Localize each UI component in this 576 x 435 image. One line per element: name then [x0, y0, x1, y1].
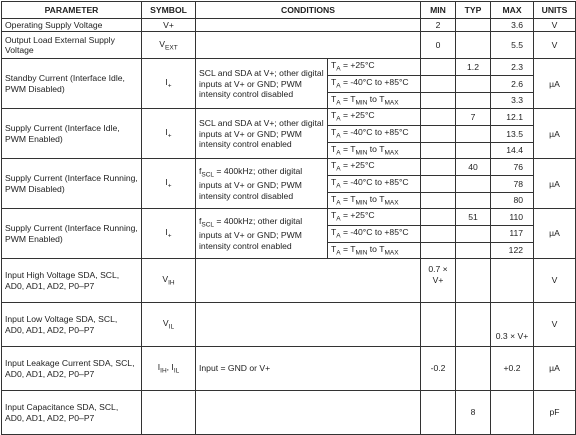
header-min: MIN — [421, 2, 456, 19]
max-cell: 3.6 — [491, 19, 534, 32]
table-row — [2, 209, 576, 226]
temp-cell: $T_A = T_{MIN}$ to $T_{MAX}$ — [328, 192, 421, 209]
symbol-cell: V+ — [142, 19, 196, 32]
typ-cell — [456, 259, 491, 303]
param-cell: Supply Current (Interface Idle, PWM Enabled) — [2, 109, 142, 159]
table-row — [2, 347, 576, 391]
min-cell — [421, 192, 456, 209]
typ-cell — [456, 19, 491, 32]
max-cell: 12.1 — [491, 109, 534, 126]
symbol-cell: $I_{IH}$, $I_{IL}$ — [142, 347, 196, 391]
conditions-cell — [196, 19, 421, 32]
conditions-cell: $f_{SCL} = 400kHz$; other digital inputs at V+ or GND; PWM intensity control enabled — [196, 209, 328, 259]
table-row — [2, 259, 576, 303]
temp-cell: $T_A = -40^\circ C$ to +85°C — [328, 76, 421, 93]
units-cell: µA — [534, 59, 576, 109]
units-cell: V — [534, 19, 576, 32]
units-cell: µA — [534, 347, 576, 391]
typ-cell: 51 — [456, 209, 491, 226]
symbol-cell — [142, 32, 196, 59]
min-cell — [421, 391, 456, 435]
min-cell — [421, 142, 456, 159]
typ-cell — [456, 347, 491, 391]
symbol-cell: $I_+$ — [142, 109, 196, 159]
max-cell: 122 — [491, 242, 534, 259]
typ-cell: 8 — [456, 391, 491, 435]
max-cell: 14.4 — [491, 142, 534, 159]
typ-cell — [456, 303, 491, 347]
temp-cell: $T_A = T_{MIN}$ to $T_{MAX}$ — [328, 92, 421, 109]
header-parameter: PARAMETER — [2, 2, 142, 19]
min-cell: 0 — [421, 32, 456, 59]
typ-cell — [456, 192, 491, 209]
conditions-cell — [196, 391, 421, 435]
header-row — [2, 2, 576, 19]
temp-cell: $T_A = +25^\circ C$ — [328, 59, 421, 76]
symbol-cell — [142, 391, 196, 435]
typ-cell — [456, 92, 491, 109]
param-cell: Standby Current (Interface Idle, PWM Disabled) — [2, 59, 142, 109]
max-cell: +0.2 — [491, 347, 534, 391]
typ-cell — [456, 32, 491, 59]
max-cell — [491, 391, 534, 435]
min-cell — [421, 126, 456, 143]
conditions-cell: Input = GND or V+ — [196, 347, 421, 391]
units-cell: V — [534, 32, 576, 59]
max-cell: 2.6 — [491, 76, 534, 93]
typ-cell: 40 — [456, 159, 491, 176]
table-row — [2, 59, 576, 76]
symbol-sub: EXT — [165, 44, 178, 52]
max-cell: 110 — [491, 209, 534, 226]
conditions-cell — [196, 303, 421, 347]
units-cell: µA — [534, 109, 576, 159]
typ-cell — [456, 142, 491, 159]
symbol-sub: + — [167, 82, 172, 90]
param-cell: Supply Current (Interface Running, PWM Disabled) — [2, 159, 142, 209]
temp-cell: $T_A = -40^\circ C$ to +85°C — [328, 175, 421, 192]
temp-cell: $T_A = +25^\circ C$ — [328, 109, 421, 126]
min-cell — [421, 159, 456, 176]
units-cell: µA — [534, 159, 576, 209]
max-cell: 80 — [491, 192, 534, 209]
min-cell — [421, 303, 456, 347]
table-row — [2, 19, 576, 32]
header-units: UNITS — [534, 2, 576, 19]
min-cell: 0.7 × V+ — [421, 259, 456, 303]
min-cell — [421, 175, 456, 192]
symbol-cell — [142, 59, 196, 109]
min-cell: 2 — [421, 19, 456, 32]
max-cell: 78 — [491, 175, 534, 192]
symbol-cell: $V_{IH}$ — [142, 259, 196, 303]
symbol-cell: $I_+$ — [142, 209, 196, 259]
min-cell — [421, 76, 456, 93]
temp-cell: $T_A = +25^\circ C$ — [328, 209, 421, 226]
units-cell: V — [534, 259, 576, 303]
param-cell: Operating Supply Voltage — [2, 19, 142, 32]
header-symbol: SYMBOL — [142, 2, 196, 19]
symbol-base: V — [159, 38, 166, 49]
conditions-cell: SCL and SDA at V+; other digital inputs at V+ or GND; PWM intensity control enabled — [196, 109, 328, 159]
max-cell: 0.3 × V+ — [491, 303, 534, 347]
max-cell: 117 — [491, 225, 534, 242]
param-cell: Input Low Voltage SDA, SCL, AD0, AD1, AD2, P0–P7 — [2, 303, 142, 347]
typ-cell — [456, 126, 491, 143]
conditions-cell: $f_{SCL} = 400kHz$; other digital inputs at V+ or GND; PWM intensity control disabled — [196, 159, 328, 209]
typ-cell — [456, 175, 491, 192]
max-cell — [491, 259, 534, 303]
temp-cell: $T_A = -40^\circ C$ to +85°C — [328, 126, 421, 143]
conditions-cell — [196, 32, 421, 59]
min-cell: -0.2 — [421, 347, 456, 391]
max-cell: 5.5 — [491, 32, 534, 59]
electrical-characteristics-table — [1, 1, 576, 435]
header-typ: TYP — [456, 2, 491, 19]
param-cell: Input Leakage Current SDA, SCL, AD0, AD1, AD2, P0–P7 — [2, 347, 142, 391]
table-row — [2, 109, 576, 126]
max-cell: 3.3 — [491, 92, 534, 109]
min-cell — [421, 209, 456, 226]
min-cell — [421, 225, 456, 242]
typ-cell — [456, 76, 491, 93]
units-cell: µA — [534, 209, 576, 259]
param-cell: Output Load External Supply Voltage — [2, 32, 142, 59]
min-cell — [421, 242, 456, 259]
typ-cell — [456, 242, 491, 259]
table-row — [2, 32, 576, 59]
conditions-cell — [196, 259, 421, 303]
param-cell: Input High Voltage SDA, SCL, AD0, AD1, AD2, P0–P7 — [2, 259, 142, 303]
max-cell: 2.3 — [491, 59, 534, 76]
min-cell — [421, 109, 456, 126]
temp-cell: $T_A = +25^\circ C$ — [328, 159, 421, 176]
symbol-cell: $V_{IL}$ — [142, 303, 196, 347]
max-cell: 76 — [491, 159, 534, 176]
min-cell — [421, 59, 456, 76]
typ-cell: 7 — [456, 109, 491, 126]
units-cell: V — [534, 303, 576, 347]
table-row — [2, 391, 576, 435]
header-max: MAX — [491, 2, 534, 19]
temp-cell: $T_A = T_{MIN}$ to $T_{MAX}$ — [328, 242, 421, 259]
units-cell: pF — [534, 391, 576, 435]
symbol-cell: $I_+$ — [142, 159, 196, 209]
header-conditions: CONDITIONS — [196, 2, 421, 19]
param-cell: Supply Current (Interface Running, PWM Enabled) — [2, 209, 142, 259]
symbol-base: I — [165, 77, 168, 88]
min-cell — [421, 92, 456, 109]
temp-cell: $T_A = T_{MIN}$ to $T_{MAX}$ — [328, 142, 421, 159]
temp-cell: $T_A = -40^\circ C$ to +85°C — [328, 225, 421, 242]
typ-cell: 1.2 — [456, 59, 491, 76]
max-cell: 13.5 — [491, 126, 534, 143]
conditions-cell: SCL and SDA at V+; other digital inputs at V+ or GND; PWM intensity control disabled — [196, 59, 328, 109]
table-row — [2, 303, 576, 347]
typ-cell — [456, 225, 491, 242]
table-row — [2, 159, 576, 176]
param-cell: Input Capacitance SDA, SCL, AD0, AD1, AD2, P0–P7 — [2, 391, 142, 435]
